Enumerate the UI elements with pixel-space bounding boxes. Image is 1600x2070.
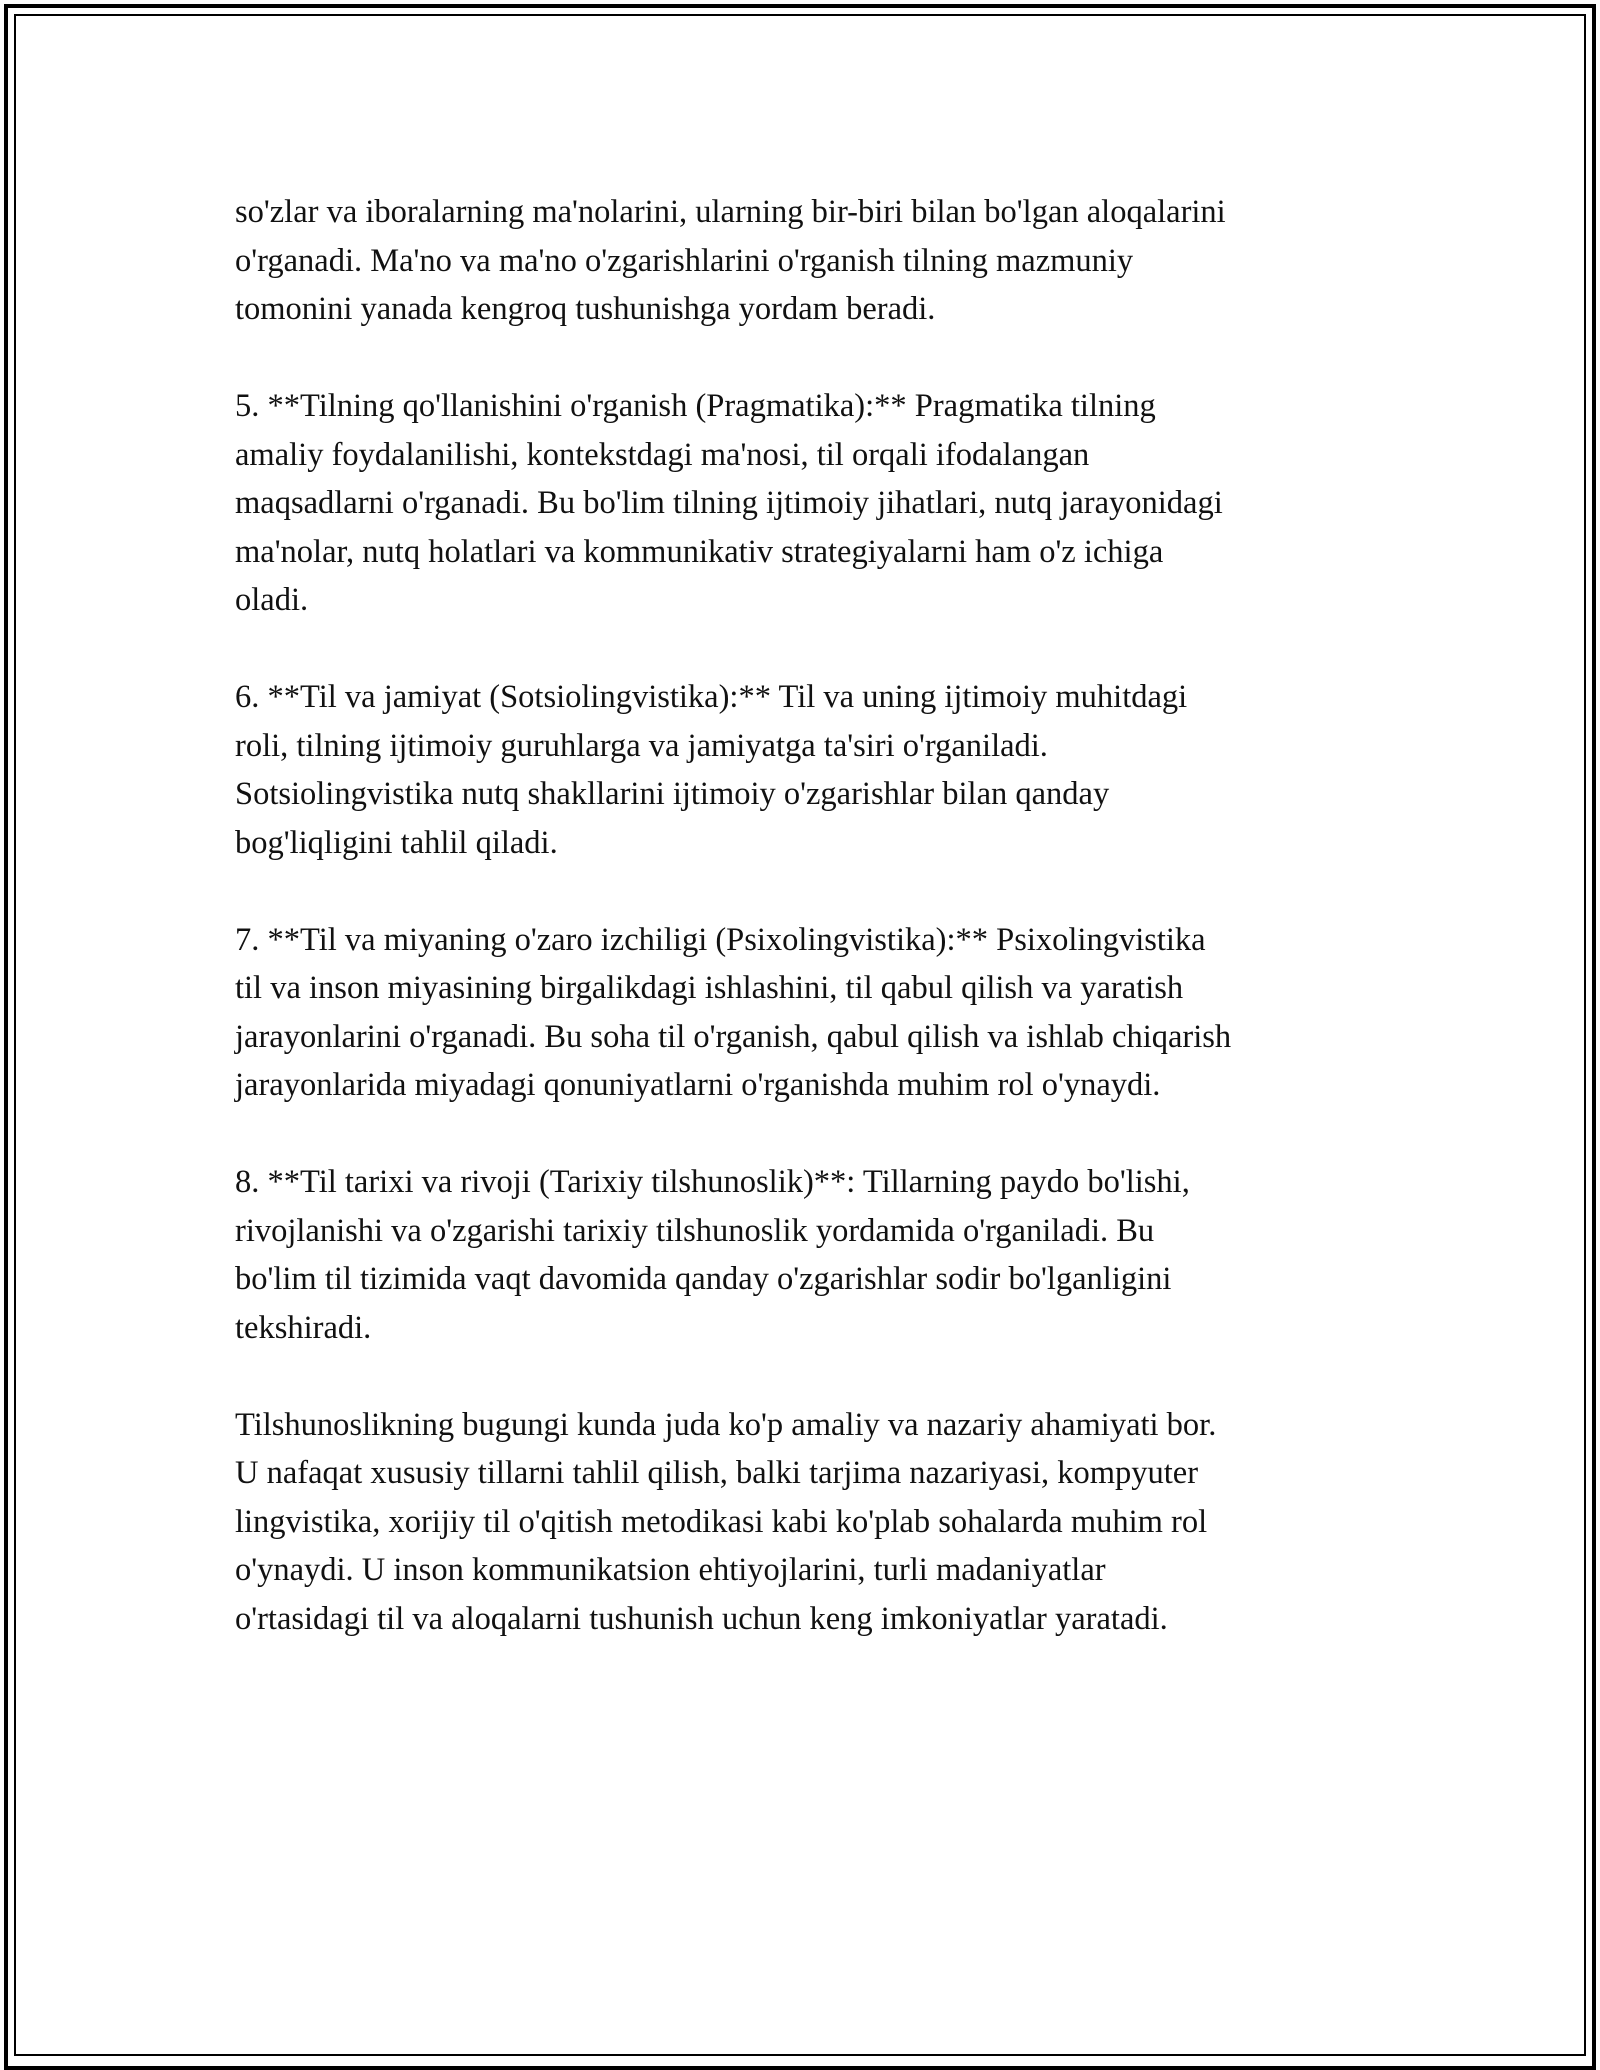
paragraph-psycholinguistics: 7. **Til va miyaning o'zaro izchiligi (Psixolingvistika):** Psixolingvistika til va inson miyasining birgalikdagi ishlashini, til qabul qilish va yaratish jarayonlarini o'rganadi. Bu soha til o'rganish, qabul qilish va ishlab chiqarish jarayonlarida miyadagi qonuniyatlarni o'rganishda muhim rol o'ynaydi. [235,921,1232,1103]
paragraph-sociolinguistics: 6. **Til va jamiyat (Sotsiolingvistika):** Til va uning ijtimoiy muhitdagi roli, tilning ijtimoiy guruhlarga va jamiyatga ta'siri o'rganiladi. Sotsiolingvistika nutq shakllarini ijtimoiy o'zgarishlar bilan qanday bog'liqligini tahlil qiladi. [235,679,1188,861]
paragraph-semantics-continued: so'zlar va iboralarning ma'nolarini, ularning bir-biri bilan bo'lgan aloqalarini o'rganadi. Ma'no va ma'no o'zgarishlarini o'rganish tilning mazmuniy tomonini yanada kengroq tushunishga yordam beradi. [235,194,1226,327]
paragraph-pragmatics: 5. **Tilning qo'llanishini o'rganish (Pragmatika):** Pragmatika tilning amaliy foydalanilishi, kontekstdagi ma'nosi, til orqali ifodalangan maqsadlarni o'rganadi. Bu bo'lim tilning ijtimoiy jihatlari, nutq jarayonidagi ma'nolar, nutq holatlari va kommunikativ strategiyalarni ham o'z ichiga oladi. [235,388,1223,618]
paragraph-conclusion: Tilshunoslikning bugungi kunda juda ko'p amaliy va nazariy ahamiyati bor. U nafaqat xususiy tillarni tahlil qilish, balki tarjima nazariyasi, kompyuter lingvistika, xorijiy til o'qitish metodikasi kabi ko'plab sohalarda muhim rol o'ynaydi. U inson kommunikatsion ehtiyojlarini, turli madaniyatlar o'rtasidagi til va aloqalarni tushunish uchun keng imkoniyatlar yaratadi. [235,1406,1217,1637]
document-body [235,188,1385,1643]
paragraph-historical-linguistics: 8. **Til tarixi va rivoji (Tarixiy tilshunoslik)**: Tillarning paydo bo'lishi, rivojlanishi va o'zgarishi tarixiy tilshunoslik yordamida o'rganiladi. Bu bo'lim til tizimida vaqt davomida qanday o'zgarishlar sodir bo'lganligini tekshiradi. [235,1164,1190,1346]
